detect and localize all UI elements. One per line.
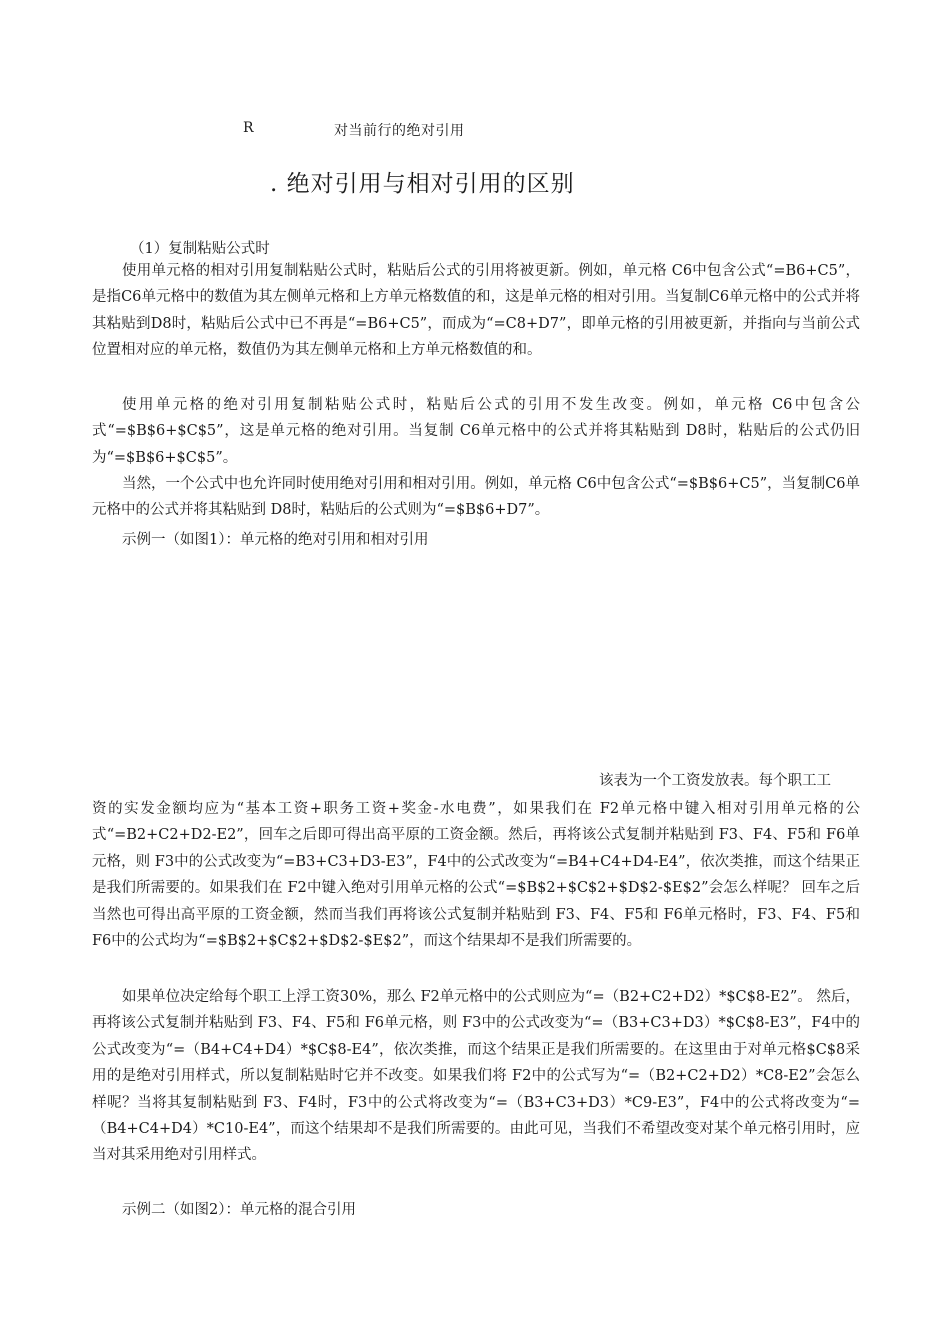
paragraph-absolute-reference: 使用单元格的绝对引用复制粘贴公式时，粘贴后公式的引用不发生改变。例如，单元格 C6中包含公式“=$B$6+$C$5”，这是单元格的绝对引用。当复制 C6单元格中的公式并将其粘贴到 D8时，粘贴后的公式仍旧为“=$B$6+$C$5”。 [92, 397, 860, 466]
subheading: （1）复制粘贴公式时 [130, 241, 270, 257]
section-title: . 绝对引用与相对引用的区别 [270, 171, 575, 197]
paragraph-relative-reference: 使用单元格的相对引用复制粘贴公式时，粘贴后公式的引用将被更新。例如，单元格 C6中包含公式“=B6+C5”，是指C6单元格中的数值为其左侧单元格和上方单元格数值的和，这是单元格的相对引用。当复制C6单元格中的公式并将其粘贴到D8时，粘贴后公式中已不再是“=B6+C5”，而成为“=C8+D7”，即单元格的引用被更新，并指向与当前公式位置相对应的单元格，数值仍为其左侧单元格和上方单元格数值的和。 [92, 263, 860, 359]
example-one-caption: 示例一（如图1）：单元格的绝对引用和相对引用 [122, 532, 429, 548]
row-letter: R [243, 120, 255, 136]
paragraph-raise-example: 如果单位决定给每个职工上浮工资30%，那么 F2单元格中的公式则应为“=（B2+C2+D2）*$C$8-E2”。 然后，再将该公式复制并粘贴到 F3、F4、F5和 F6单元格，则 F3中的公式改变为“=（B3+C3+D3）*$C$8-E3”，F4中的公式改变为“=（B4+C4+D4）*$C$8-E4”，依次类推，而这个结果正是我们所需要的。在这里由于对单元格$C$8采用的是绝对引用样式，所以复制粘贴时它并不改变。如果我们将 F2中的公式写为“=（B2+C2+D2）*C8-E2”会怎么样呢？当将其复制粘贴到 F3、F4时，F3中的公式将改变为“=（B3+C3+D3）*C9-E3”，F4中的公式将改变为“=（B4+C4+D4）*C10-E4”，而这个结果却不是我们所需要的。由此可见，当我们不希望改变对某个单元格引用时，应当对其采用绝对引用样式。 [92, 989, 860, 1164]
example-two-caption: 示例二（如图2）：单元格的混合引用 [122, 1202, 356, 1218]
row-description: 对当前行的绝对引用 [334, 123, 465, 139]
salary-table-lead: 该表为一个工资发放表。每个职工工 [599, 773, 831, 789]
paragraph-mixed-usage: 当然，一个公式中也允许同时使用绝对引用和相对引用。例如，单元格 C6中包含公式“=$B$6+C5”，当复制C6单元格中的公式并将其粘贴到 D8时，粘贴后的公式则为“=$B$6+D7”。 [92, 476, 860, 519]
paragraph-salary-example: 资的实发金额均应为“基本工资+职务工资+奖金-水电费”，如果我们在 F2单元格中键入相对引用单元格的公式“=B2+C2+D2-E2”，回车之后即可得出高平原的工资金额。然后，再将该公式复制并粘贴到 F3、F4、F5和 F6单元格，则 F3中的公式改变为“=B3+C3+D3-E3”，F4中的公式改变为“=B4+C4+D4-E4”，依次类推，而这个结果正是我们所需要的。如果我们在 F2中键入绝对引用单元格的公式“=$B$2+$C$2+$D$2-$E$2”会怎么样呢？ 回车之后当然也可得出高平原的工资金额，然而当我们再将该公式复制并粘贴到 F3、F4、F5和 F6单元格时，F3、F4、F5和 F6中的公式均为“=$B$2+$C$2+$D$2-$E$2”，而这个结果却不是我们所需要的。 [92, 801, 860, 950]
